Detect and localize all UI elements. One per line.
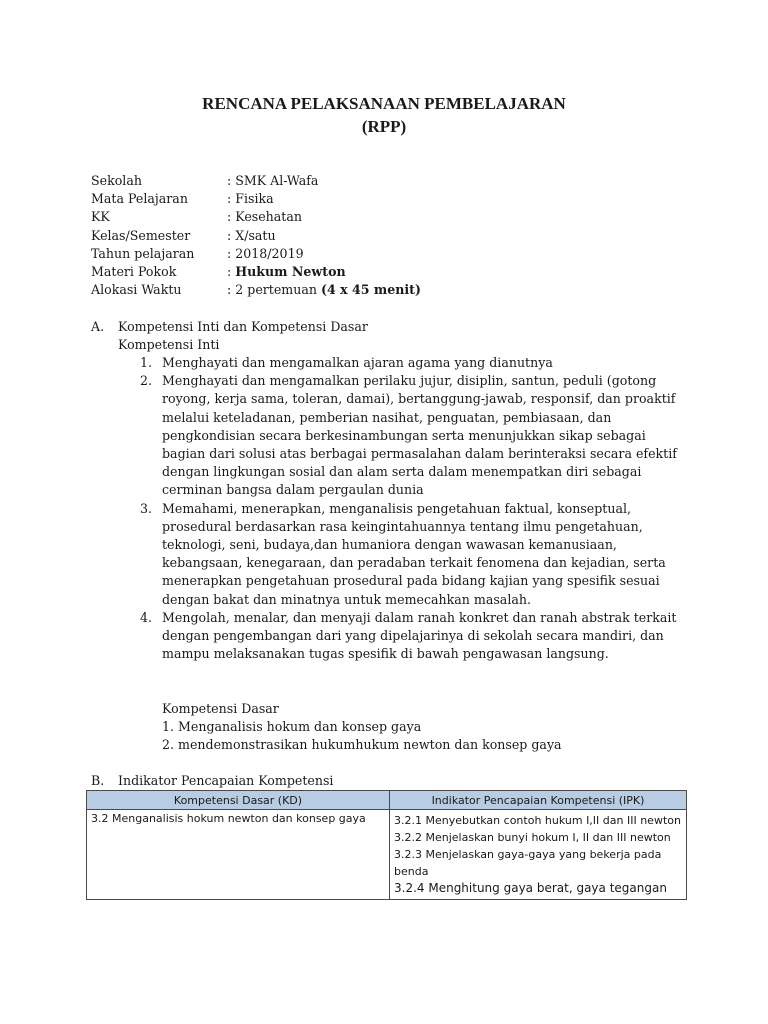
list-item: 4. Mengolah, menalar, dan menyaji dalam ranah konkret dan ranah abstrak terkait dengan pengembangan dari yang dipelajarinya di sekolah secara mandiri, dan mampu melaksanakan tugas spesifik di bawah pengawasan langsung.: [140, 609, 677, 662]
list-item: 2. Menghayati dan mengamalkan perilaku jujur, disiplin, santun, peduli (gotong royong, kerja sama, toleran, damai), bertanggung-jawab, responsif, dan proaktif melalui keteladanan, pemberian nasihat, penguatan, pembiasaan, dan pengkondisian secara berkesinambungan serta menunjukkan sikap sebagai bagian dari solusi atas berbagai permasalahan dalam berinteraksi secara efektif dengan lingkungan sosial dan alam serta dalam menempatkan diri sebagai cerminan bangsa dalam pergaulan dunia: [140, 373, 677, 498]
table-cell-ipk: [390, 810, 687, 900]
ipk-item: 3.2.1 Menyebutkan contoh hukum I,II dan III newton: [394, 814, 681, 827]
kd-list: [162, 718, 562, 754]
document-title: RENCANA PELAKSANAAN PEMBELAJARAN: [202, 94, 566, 113]
identity-row-tahun: Tahun pelajaran : 2018/2019: [91, 245, 304, 261]
list-item: 1. Menganalisis hokum dan konsep gaya: [162, 719, 422, 734]
ipk-table: [86, 790, 687, 900]
identity-row-sekolah: Sekolah : SMK Al-Wafa: [91, 173, 319, 188]
identity-row-kelas: Kelas/Semester : X/satu: [91, 227, 276, 243]
identity-row-kk: KK : Kesehatan: [91, 209, 302, 225]
kd-heading: Kompetensi Dasar: [162, 701, 279, 716]
identity-row-mapel: Mata Pelajaran : Fisika: [91, 191, 274, 207]
identity-row-materi: Materi Pokok : Hukum Newton: [91, 263, 346, 279]
table-header-ipk: Indikator Pencapaian Kompetensi (IPK): [390, 791, 687, 810]
document-page: RENCANA PELAKSANAAN PEMBELAJARAN (RPP) Sekolah : SMK Al-Wafa Mata Pelajaran : Fisika KK : Kesehatan Kelas/Semester : X/satu Tahun pelajaran : 2018/2019 Materi Pokok : Hukum Newton Alokasi Waktu : 2 pertemuan (4 x 45 menit) A. Kompetensi Inti dan Kompetensi Dasar Kompetensi Inti 1. Menghayati dan mengamalkan ajaran agama yang dianutnya 2. Menghayati dan mengamalkan perilaku jujur, disiplin, santun, peduli (gotong royong, kerja sama, toleran, damai), bertanggung-jawab, responsif, dan proaktif melalui keteladanan, pemberian nasihat, penguatan, pembiasaan, dan pengkondisian secara berkesinambungan serta menunjukkan sikap sebagai bagian dari solusi atas berbagai permasalahan dalam berinteraksi secara efektif dengan lingkungan sosial dan alam serta dalam menempatkan diri sebagai cerminan bangsa dalam pergaulan dunia 3. Memahami, menerapkan, menganalisis pengetahuan faktual, konseptual, prosedural berdasarkan rasa keingintahuannya tentang ilmu pengetahuan, teknologi, seni, budaya,dan humaniora dengan wawasan kemanusiaan, kebangsaan, kenegaraan, dan peradaban terkait fenomena dan kejadian, serta menerapkan pengetahuan prosedural pada bidang kajian yang spesifik sesuai dengan bakat dan minatnya untuk memecahkan masalah. 4. Mengolah, menalar, dan menyaji dalam ranah konkret dan ranah abstrak terkait dengan pengembangan dari yang dipelajarinya di sekolah secara mandiri, dan mampu melaksanakan tugas spesifik di bawah pengawasan langsung. Kompetensi Dasar 1. Menganalisis hokum dan konsep gaya 2. mendemonstrasikan hukumhukum newton dan konsep gaya B. Indikator Pencapaian Kompetensi Kompetensi Dasar (KD) Indikator Pencapaian Kompetensi (IPK) 3.2 Menganalisis hokum newton dan konsep gaya 3.2.1 Menyebutkan contoh hukum I,II dan III newton 3.2.2 Menjelaskan bunyi hokum I, II dan III newton 3.2.3 Menjelaskan gaya-gaya yang bekerja pada benda 3.2.4 Menghitung gaya berat, gaya tegangan: [0, 0, 768, 1024]
list-item: 2. mendemonstrasikan hukumhukum newton dan konsep gaya: [162, 737, 562, 753]
ipk-item: 3.2.4 Menghitung gaya berat, gaya tegangan: [394, 881, 667, 895]
identity-row-alokasi: Alokasi Waktu : 2 pertemuan (4 x 45 menit): [91, 282, 421, 298]
table-cell-kd: 3.2 Menganalisis hokum newton dan konsep gaya: [87, 810, 390, 900]
table-header-row: [87, 791, 687, 810]
identity-block: [91, 172, 421, 299]
list-item: 3. Memahami, menerapkan, menganalisis pengetahuan faktual, konseptual, prosedural berdasarkan rasa keingintahuannya tentang ilmu pengetahuan, teknologi, seni, budaya,dan humaniora dengan wawasan kemanusiaan, kebangsaan, kenegaraan, dan peradaban terkait fenomena dan kejadian, serta menerapkan pengetahuan prosedural pada bidang kajian yang spesifik sesuai dengan bakat dan minatnya untuk memecahkan masalah.: [140, 500, 666, 607]
list-item: 1. Menghayati dan mengamalkan ajaran agama yang dianutnya: [140, 355, 553, 370]
table-header-kd: Kompetensi Dasar (KD): [87, 791, 390, 810]
ki-list: [140, 354, 680, 663]
document-subtitle: (RPP): [361, 117, 407, 136]
ki-heading: Kompetensi Inti: [118, 337, 220, 352]
ipk-item: 3.2.3 Menjelaskan gaya-gaya yang bekerja pada benda: [394, 848, 662, 878]
ipk-item: 3.2.2 Menjelaskan bunyi hokum I, II dan III newton: [394, 831, 671, 844]
table-row: [87, 810, 687, 900]
